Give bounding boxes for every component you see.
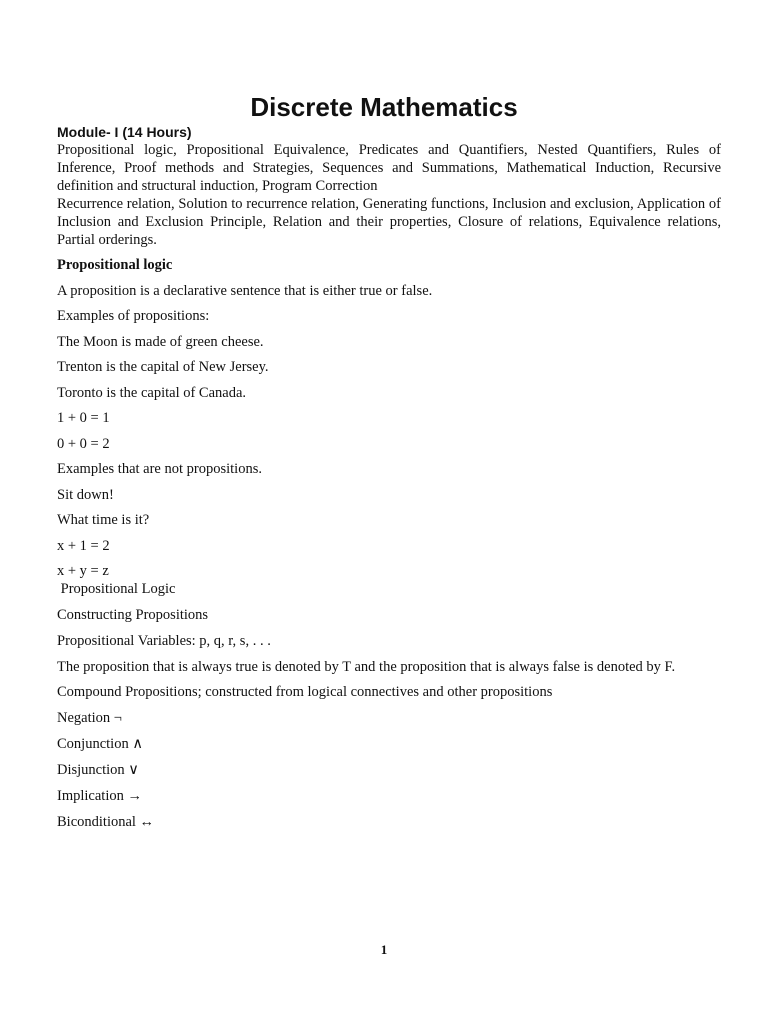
module-heading: Module- I (14 Hours) [57, 124, 192, 140]
body-line: A proposition is a declarative sentence that is either true or false. [57, 283, 433, 299]
body-line: Sit down! [57, 487, 114, 503]
body-line: The proposition that is always true is denoted by T and the proposition that is always false is denoted by F. [57, 659, 676, 675]
body-line: Propositional Variables: p, q, r, s, . . . [57, 633, 271, 649]
document-title: Discrete Mathematics [250, 92, 518, 122]
body-line: Toronto is the capital of Canada. [57, 385, 247, 401]
body-line: Trenton is the capital of New Jersey. [57, 359, 269, 375]
page-number: 1 [380, 942, 388, 957]
body-line: 1 + 0 = 1 [57, 410, 110, 426]
body-line: Constructing Propositions [57, 607, 209, 623]
body-line: Propositional Logic [57, 581, 176, 597]
body-line: Negation ¬ [57, 710, 122, 726]
module-syllabus [57, 123, 721, 249]
body-line: What time is it? [57, 512, 150, 528]
body-line: Disjunction ∨ [57, 762, 139, 778]
body-line: Conjunction ∧ [57, 736, 143, 752]
body-line: x + 1 = 2 [57, 538, 110, 554]
body-line: 0 + 0 = 2 [57, 436, 110, 452]
body-line: x + y = z [57, 563, 109, 579]
section-heading: Propositional logic [57, 257, 173, 273]
body-line: Compound Propositions; constructed from logical connectives and other propositions [57, 684, 553, 700]
syllabus-paragraph: Recurrence relation, Solution to recurrence relation, Generating functions, Inclusion and exclusion, Application of Inclusion and Exclusion Principle, Relation and their properties, Closure of relations, Equivalence relations, Partial orderings. [57, 196, 721, 248]
body-line: Examples of propositions: [57, 308, 210, 324]
body-line: Biconditional ↔ [57, 814, 155, 830]
body-line: Implication → [57, 788, 142, 804]
body-line: The Moon is made of green cheese. [57, 334, 264, 350]
body-line: Examples that are not propositions. [57, 461, 262, 477]
syllabus-paragraph: Propositional logic, Propositional Equivalence, Predicates and Quantifiers, Nested Quantifiers, Rules of Inference, Proof methods and Strategies, Sequences and Summations, Mathematical Induction, Recursive definition and structural induction, Program Correction [57, 142, 721, 194]
